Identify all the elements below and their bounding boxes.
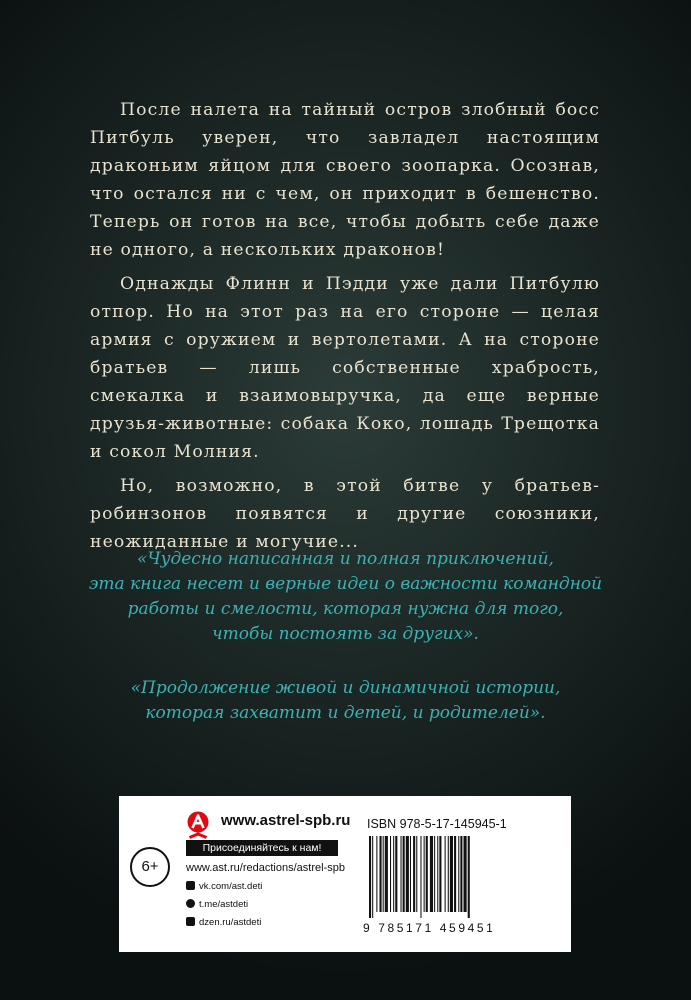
description-paragraph-1: После налета на тайный остров злобный босс Питбуль уверен, что завладел настоящим драконьим яйцом для своего зоопарка. Осознав, что остался ни с чем, он приходит в бешенство. Теперь он готов на все, чтобы добыть себе даже не одного, а нескольких драконов! [90,100,600,260]
quote-line: которая захватит и детей, и родителей». [145,703,546,723]
review-quote-1 [60,547,631,647]
publisher-site-link[interactable]: www.astrel-spb.ru [221,812,351,829]
social-link-text: vk.com/ast.deti [199,881,263,892]
astrel-logo-icon [185,811,211,841]
description-paragraph-3: Но, возможно, в этой битве у братьев-робинзонов появятся и другие союзники, неожиданные и могучие... [90,476,600,552]
social-link-dzen[interactable] [186,917,261,928]
telegram-icon [186,899,195,908]
social-link-text: t.me/astdeti [199,899,249,910]
social-link-vk[interactable] [186,881,262,892]
barcode-icon [367,836,559,918]
social-link-text: dzen.ru/astdeti [199,917,262,928]
quote-line: чтобы постоять за других». [212,624,479,644]
redactions-link[interactable]: www.ast.ru/redactions/astrel-spb [186,862,345,874]
quote-line: «Продолжение живой и динамичной истории, [130,678,561,698]
review-quote-2 [60,676,631,726]
dzen-icon [186,917,195,926]
social-link-telegram[interactable] [186,899,248,910]
quote-line: «Чудесно написанная и полная приключений, [137,549,554,569]
quote-line: эта книга несет и верные идеи о важности командной [88,574,603,594]
description-paragraph-2: Однажды Флинн и Пэдди уже дали Питбулю отпор. Но на этот раз на его стороне — целая армия с оружием и вертолетами. А на стороне братьев — лишь собственные храбрость, смекалка и взаимовыручка, да еще верные друзья-животные: собака Коко, лошадь Трещотка и сокол Молния. [90,274,600,462]
isbn-number: ISBN 978-5-17-145945-1 [367,817,507,831]
age-rating-badge: 6+ [130,847,170,887]
vk-icon [186,881,195,890]
description-text [90,96,600,562]
join-us-banner: Присоединяйтесь к нам! [186,840,338,856]
quote-line: работы и смелости, которая нужна для того, [127,599,564,619]
publisher-info-panel [119,796,571,952]
barcode-digits: 9 785171 459451 [363,921,496,935]
